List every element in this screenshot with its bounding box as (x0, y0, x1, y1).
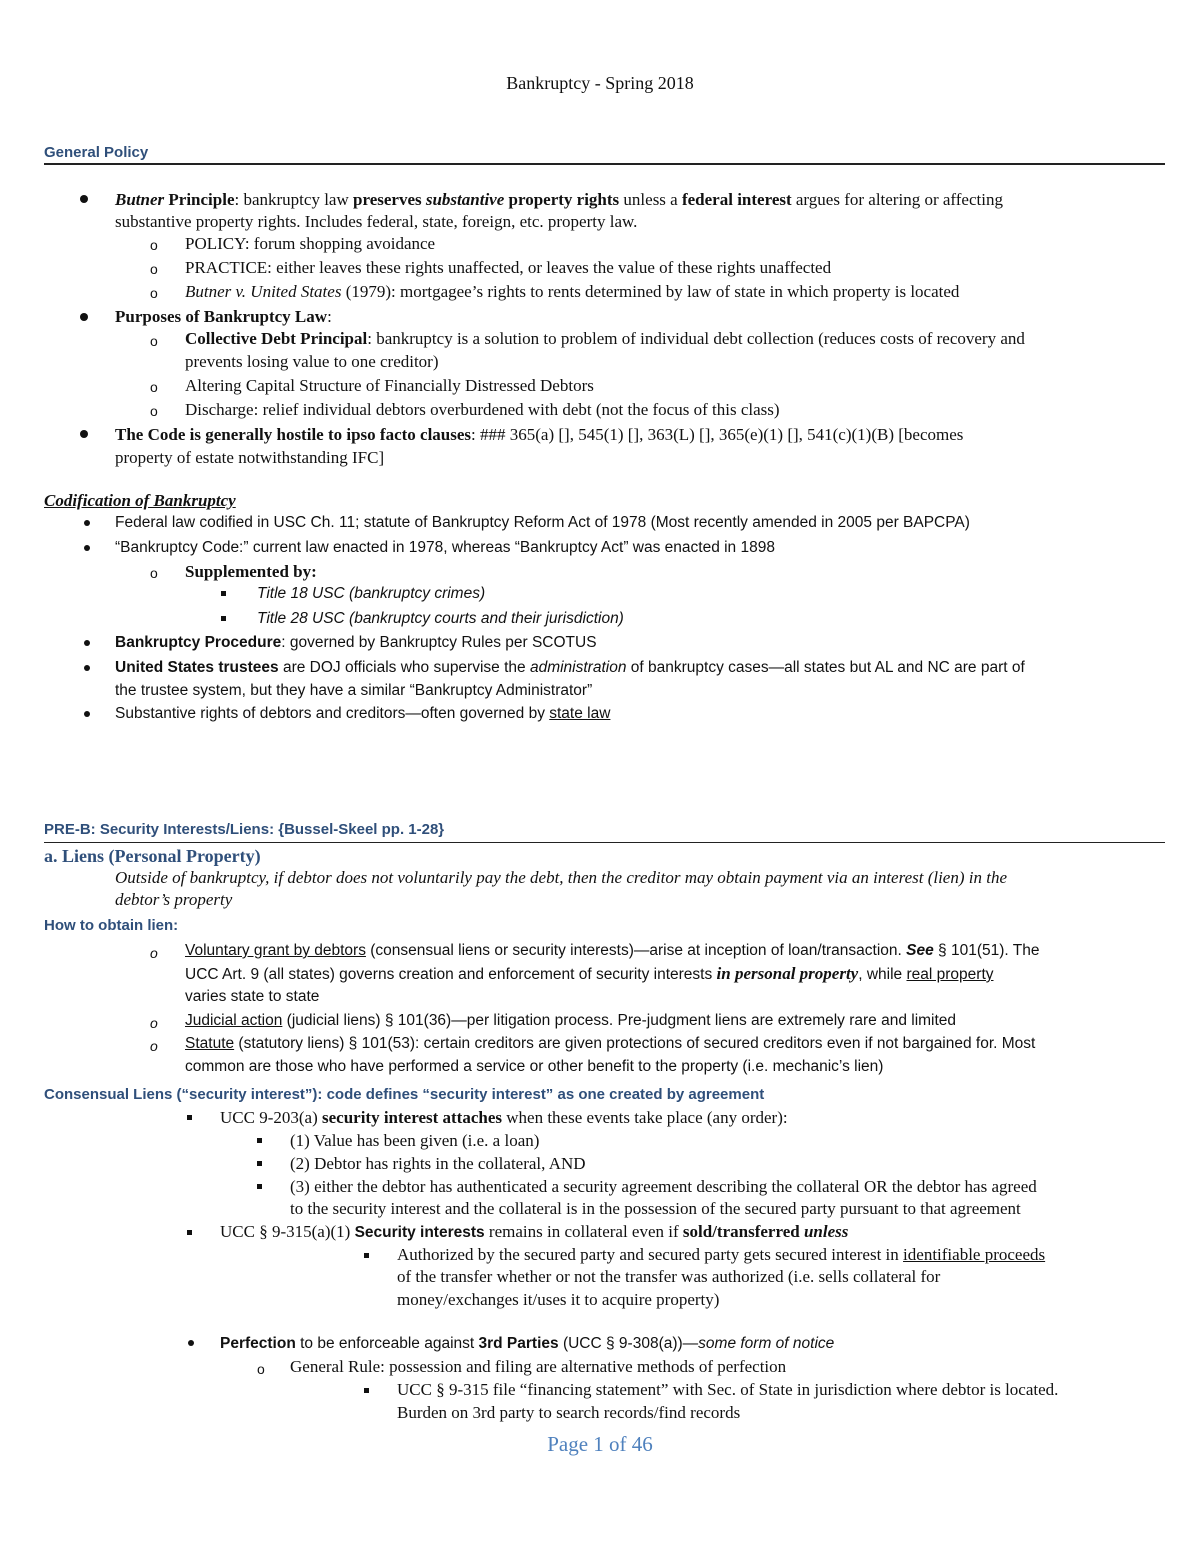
ucc-9-203-item: UCC 9-203(a) security interest attaches when these events take place (any order): (220, 1108, 788, 1127)
practice-item: PRACTICE: either leaves these rights unaffected, or leaves the value of these rights unaffected (185, 258, 832, 277)
condition-3-cont: to the security interest and the collateral is in the possession of the secured party pursuant to that agreement (290, 1199, 1021, 1218)
square-bullet-icon (364, 1388, 369, 1393)
square-bullet-icon (257, 1161, 262, 1166)
outside-bankruptcy-text: Outside of bankruptcy, if debtor does not voluntarily pay the debt, then the creditor may obtain payment via an interest (lien) in the (115, 868, 1008, 887)
bullet-icon (80, 430, 88, 438)
square-bullet-icon (221, 616, 226, 621)
condition-3: (3) either the debtor has authenticated a security agreement describing the collateral OR the debtor has agreed (290, 1177, 1037, 1196)
ipso-facto-line: The Code is generally hostile to ipso facto clauses: ### 365(a) [], 545(1) [], 363(L) [], 365(e)(1) [], 541(c)(1)(B) [becomes (115, 425, 964, 444)
sub-bullet-icon: o (150, 285, 158, 301)
sub-bullet-icon: o (150, 1015, 158, 1031)
codification-item-1: Federal law codified in USC Ch. 11; statute of Bankruptcy Reform Act of 1978 (Most recently amended in 2005 per BAPCPA) (115, 514, 970, 531)
judicial-action-item: Judicial action (judicial liens) § 101(36)—per litigation process. Pre-judgment liens are extremely rare and limited (185, 1012, 957, 1029)
ucc-9-315-item: UCC § 9-315(a)(1) Security interests remains in collateral even if sold/transferred unless (220, 1222, 849, 1241)
bullet-icon (84, 545, 90, 551)
liens-heading: a. Liens (Personal Property) (44, 846, 261, 866)
section-heading-general-policy: General Policy (44, 144, 149, 161)
square-bullet-icon (221, 591, 226, 596)
voluntary-grant-cont-2: varies state to state (185, 988, 320, 1005)
ipso-facto-cont: property of estate notwithstanding IFC] (115, 448, 385, 467)
policy-item: POLICY: forum shopping avoidance (185, 234, 436, 253)
sub-bullet-icon: o (150, 333, 158, 349)
sub-bullet-icon: o (150, 237, 158, 253)
bullet-icon (84, 520, 90, 526)
perfection-item: Perfection to be enforceable against 3rd Parties (UCC § 9-308(a))—some form of notice (220, 1335, 835, 1352)
authorized-item: Authorized by the secured party and secured party gets secured interest in identifiable proceeds (397, 1245, 1046, 1264)
section-heading-pre-b: PRE-B: Security Interests/Liens: {Bussel-Skeel pp. 1-28} (44, 821, 445, 838)
sub-bullet-icon: o (257, 1361, 265, 1377)
square-bullet-icon (257, 1138, 262, 1143)
bullet-icon (84, 640, 90, 646)
general-rule-item: General Rule: possession and filing are alternative methods of perfection (290, 1357, 787, 1376)
bullet-icon (84, 665, 90, 671)
codification-item-2: “Bankruptcy Code:” current law enacted in 1978, whereas “Bankruptcy Act” was enacted in 1898 (115, 539, 775, 556)
substantive-rights-item: Substantive rights of debtors and creditors—often governed by state law (115, 705, 611, 722)
title-18-item: Title 18 USC (bankruptcy crimes) (257, 585, 486, 602)
bullet-icon (80, 313, 88, 321)
financing-statement-cont: Burden on 3rd party to search records/find records (397, 1403, 741, 1422)
title-28-item: Title 28 USC (bankruptcy courts and their jurisdiction) (257, 610, 624, 627)
sub-bullet-icon: o (150, 1038, 158, 1054)
authorized-item-cont-2: money/exchanges it/uses it to acquire property) (397, 1290, 720, 1309)
sub-bullet-icon: o (150, 379, 158, 395)
statute-item-cont: common are those who have performed a service or other benefit to the property (i.e. mechanic’s lien) (185, 1058, 884, 1075)
authorized-item-cont-1: of the transfer whether or not the transfer was authorized (i.e. sells collateral for (397, 1267, 941, 1286)
sub-bullet-icon: o (150, 565, 158, 581)
cdp-item-cont: prevents losing value to one creditor) (185, 352, 439, 371)
square-bullet-icon (257, 1184, 262, 1189)
capital-item: Altering Capital Structure of Financially Distressed Debtors (185, 376, 594, 395)
butner-principle-cont: substantive property rights. Includes federal, state, foreign, etc. property law. (115, 212, 638, 231)
condition-2: (2) Debtor has rights in the collateral, AND (290, 1154, 586, 1173)
sub-bullet-icon: o (150, 261, 158, 277)
bullet-icon (84, 711, 90, 717)
trustees-item: United States trustees are DOJ officials who supervise the administration of bankruptcy cases—all states but AL and NC are part of (115, 659, 1025, 676)
square-bullet-icon (364, 1253, 369, 1258)
purposes-heading: Purposes of Bankruptcy Law: (115, 307, 332, 326)
codification-heading: Codification of Bankruptcy (44, 491, 236, 510)
butner-case-item: Butner v. United States (1979): mortgagee’s rights to rents determined by law of state in which property is located (185, 282, 960, 301)
supplemented-label: Supplemented by: (185, 562, 317, 581)
bullet-icon (80, 195, 88, 203)
how-to-obtain-lien-heading: How to obtain lien: (44, 917, 179, 934)
voluntary-grant-item: Voluntary grant by debtors (consensual liens or security interests)—arise at inception of loan/transaction. See § 101(51). The (185, 942, 1040, 959)
trustees-item-cont: the trustee system, but they have a similar “Bankruptcy Administrator” (115, 682, 593, 699)
page-header: Bankruptcy - Spring 2018 (506, 73, 694, 93)
statute-item: Statute (statutory liens) § 101(53): certain creditors are given protections of secured creditors even if not bargained for. Most (185, 1035, 1036, 1052)
procedure-item: Bankruptcy Procedure: governed by Bankruptcy Rules per SCOTUS (115, 634, 597, 651)
square-bullet-icon (187, 1230, 192, 1235)
section-rule (44, 163, 1165, 165)
financing-statement-item: UCC § 9-315 file “financing statement” with Sec. of State in jurisdiction where debtor is located. (397, 1380, 1059, 1399)
cdp-item: Collective Debt Principal: bankruptcy is a solution to problem of individual debt collection (reduces costs of recovery and (185, 329, 1025, 348)
consensual-liens-heading: Consensual Liens (“security interest”): code defines “security interest” as one created by agreement (44, 1086, 765, 1103)
section-rule (44, 842, 1165, 843)
page-footer: Page 1 of 46 (547, 1432, 653, 1456)
discharge-item: Discharge: relief individual debtors overburdened with debt (not the focus of this class) (185, 400, 780, 419)
voluntary-grant-cont-1: UCC Art. 9 (all states) governs creation and enforcement of security interests in personal property, while real property (185, 964, 994, 983)
square-bullet-icon (187, 1115, 192, 1120)
sub-bullet-icon: o (150, 403, 158, 419)
butner-principle-line: Butner Principle: bankruptcy law preserves substantive property rights unless a federal interest argues for altering or affecting (115, 190, 1003, 209)
condition-1: (1) Value has been given (i.e. a loan) (290, 1131, 540, 1150)
bullet-icon (188, 1340, 194, 1346)
sub-bullet-icon: o (150, 945, 158, 961)
outside-bankruptcy-cont: debtor’s property (115, 890, 233, 909)
